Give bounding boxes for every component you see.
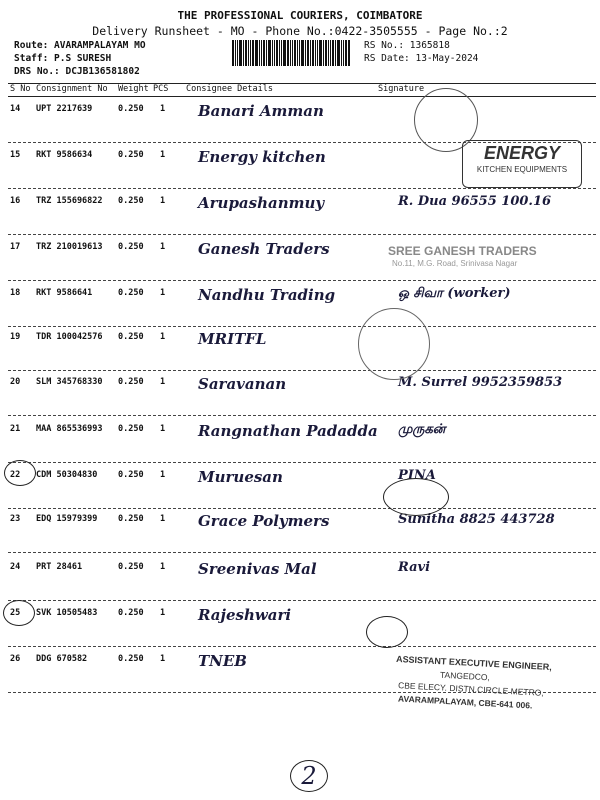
tnb-stamp-line3: CBE ELECY. DISTN.CIRCLE METRO, [397,680,544,698]
signature-handwriting: Sunitha 8825 443728 [398,512,555,527]
barcode [232,40,356,66]
header-sno: S No [10,84,31,94]
consignee-handwriting: Energy kitchen [198,148,326,166]
cell-cno: RKT 9586634 [36,150,93,160]
rs-number: RS No.: 1365818 [364,40,450,51]
cell-sno: 18 [10,288,21,298]
route-label: Route: AVARAMPALAYAM MO [14,40,146,51]
cell-weight: 0.250 [118,514,144,524]
row-divider [8,552,596,553]
signature-handwriting: ஒ சிவா (worker) [398,286,511,301]
tnb-stamp-line2: TANGEDCO, [439,669,491,683]
cell-weight: 0.250 [118,562,144,572]
tnb-stamp-line4: AVARAMPALAYAM, CBE-641 006. [397,693,533,711]
cell-weight: 0.250 [118,288,144,298]
energy-stamp [462,140,582,188]
cell-weight: 0.250 [118,196,144,206]
company-seal-stamp [358,308,430,380]
drs-label: DRS No.: DCJB136581802 [14,66,140,77]
cell-weight: 0.250 [118,470,144,480]
signature-handwriting: R. Dua 96555 100.16 [398,194,552,209]
cell-sno: 15 [10,150,21,160]
cell-pcs: 1 [160,196,166,206]
cell-pcs: 1 [160,242,166,252]
consignee-handwriting: Sreenivas Mal [198,560,317,578]
staff-label: Staff: P.S SURESH [14,53,112,64]
cell-sno: 16 [10,196,21,206]
document-title: THE PROFESSIONAL COURIERS, COIMBATORE [177,9,423,22]
consignee-handwriting: Rajeshwari [198,606,292,624]
cell-cno: SVK 10505483 [36,608,98,618]
consignee-handwriting: Muruesan [198,468,283,486]
consignee-handwriting: TNEB [198,652,247,670]
rs-date: RS Date: 13-May-2024 [364,53,479,64]
runsheet-subtitle: Delivery Runsheet - MO - Phone No.:0422-3505555 - Page No.:2 [92,24,508,38]
energy-brand-text: ENERGY [483,143,561,163]
row-22-circle-mark [4,460,36,486]
cell-sno: 24 [10,562,21,572]
consignee-handwriting: Banari Amman [198,102,324,120]
row-divider [8,280,596,281]
cell-weight: 0.250 [118,608,144,618]
signature-handwriting: முருகன் [398,422,446,437]
cell-cno: PRT 28461 [36,562,83,572]
header-weight: Weight [118,84,149,94]
cell-cno: TRZ 210019613 [36,242,103,252]
signature-handwriting: PINA [398,468,436,483]
consignee-handwriting: Nandhu Trading [198,286,336,304]
cell-sno: 21 [10,424,21,434]
cell-sno: 23 [10,514,21,524]
header-consignment: Consignment No [36,84,108,94]
consignee-handwriting: Saravanan [198,375,287,393]
cell-pcs: 1 [160,377,166,387]
ganesh-stamp-name: SREE GANESH TRADERS [388,244,537,258]
cell-pcs: 1 [160,288,166,298]
cell-cno: RKT 9586641 [36,288,93,298]
cell-cno: TDR 100042576 [36,332,103,342]
cell-cno: UPT 2217639 [36,104,93,114]
cell-weight: 0.250 [118,377,144,387]
cell-cno: CDM 50304830 [36,470,98,480]
signature-handwriting: Ravi [398,560,431,575]
cell-cno: SLM 345768330 [36,377,103,387]
header-signature: Signature [378,84,425,94]
cell-weight: 0.250 [118,150,144,160]
row-divider [8,234,596,235]
row-divider [8,646,596,647]
cell-pcs: 1 [160,150,166,160]
signature-handwriting: M. Surrel 9952359853 [398,375,563,390]
cell-cno: EDQ 15979399 [36,514,98,524]
cell-sno: 17 [10,242,21,252]
cell-sno: 26 [10,654,21,664]
consignee-handwriting: Ganesh Traders [198,240,330,258]
header-pcs: PCS [153,84,169,94]
cell-weight: 0.250 [118,242,144,252]
row-divider [8,188,596,189]
row-divider [8,326,596,327]
row-divider [8,508,596,509]
cell-sno: 20 [10,377,21,387]
row-divider [8,462,596,463]
cell-pcs: 1 [160,654,166,664]
cell-pcs: 1 [160,608,166,618]
cell-weight: 0.250 [118,332,144,342]
cell-pcs: 1 [160,332,166,342]
cell-weight: 0.250 [118,654,144,664]
cell-weight: 0.250 [118,424,144,434]
table-header [8,83,596,97]
consignee-handwriting: Grace Polymers [198,512,330,530]
cell-sno: 19 [10,332,21,342]
cell-sno: 14 [10,104,21,114]
cell-pcs: 1 [160,470,166,480]
cell-sno: 25 [10,608,21,618]
header-consignee: Consignee Details [186,84,273,94]
consignee-handwriting: Arupashanmuy [198,194,325,212]
cell-cno: DDG 670582 [36,654,88,664]
cell-cno: MAA 865536993 [36,424,103,434]
cell-pcs: 1 [160,514,166,524]
row-divider [8,415,596,416]
row-divider [8,370,596,371]
tnb-stamp-line1: ASSISTANT EXECUTIVE ENGINEER, [395,653,553,673]
pina-circle-mark [383,478,449,516]
row-25-circle-mark [3,600,35,626]
page-handwritten-mark: 2 [290,760,328,792]
cell-pcs: 1 [160,562,166,572]
cell-weight: 0.250 [118,104,144,114]
cell-pcs: 1 [160,424,166,434]
cell-pcs: 1 [160,104,166,114]
consignee-handwriting: MRITFL [198,330,267,348]
consignee-handwriting: Rangnathan Padadda [198,422,378,440]
row-25-signature-circle [366,616,408,648]
energy-sub-text: KITCHEN EQUIPMENTS [476,165,568,174]
cell-cno: TRZ 155696822 [36,196,103,206]
ganesh-stamp-address: No.11, M.G. Road, Srinivasa Nagar [392,259,518,268]
row-divider [8,600,596,601]
cell-sno: 22 [10,470,21,480]
